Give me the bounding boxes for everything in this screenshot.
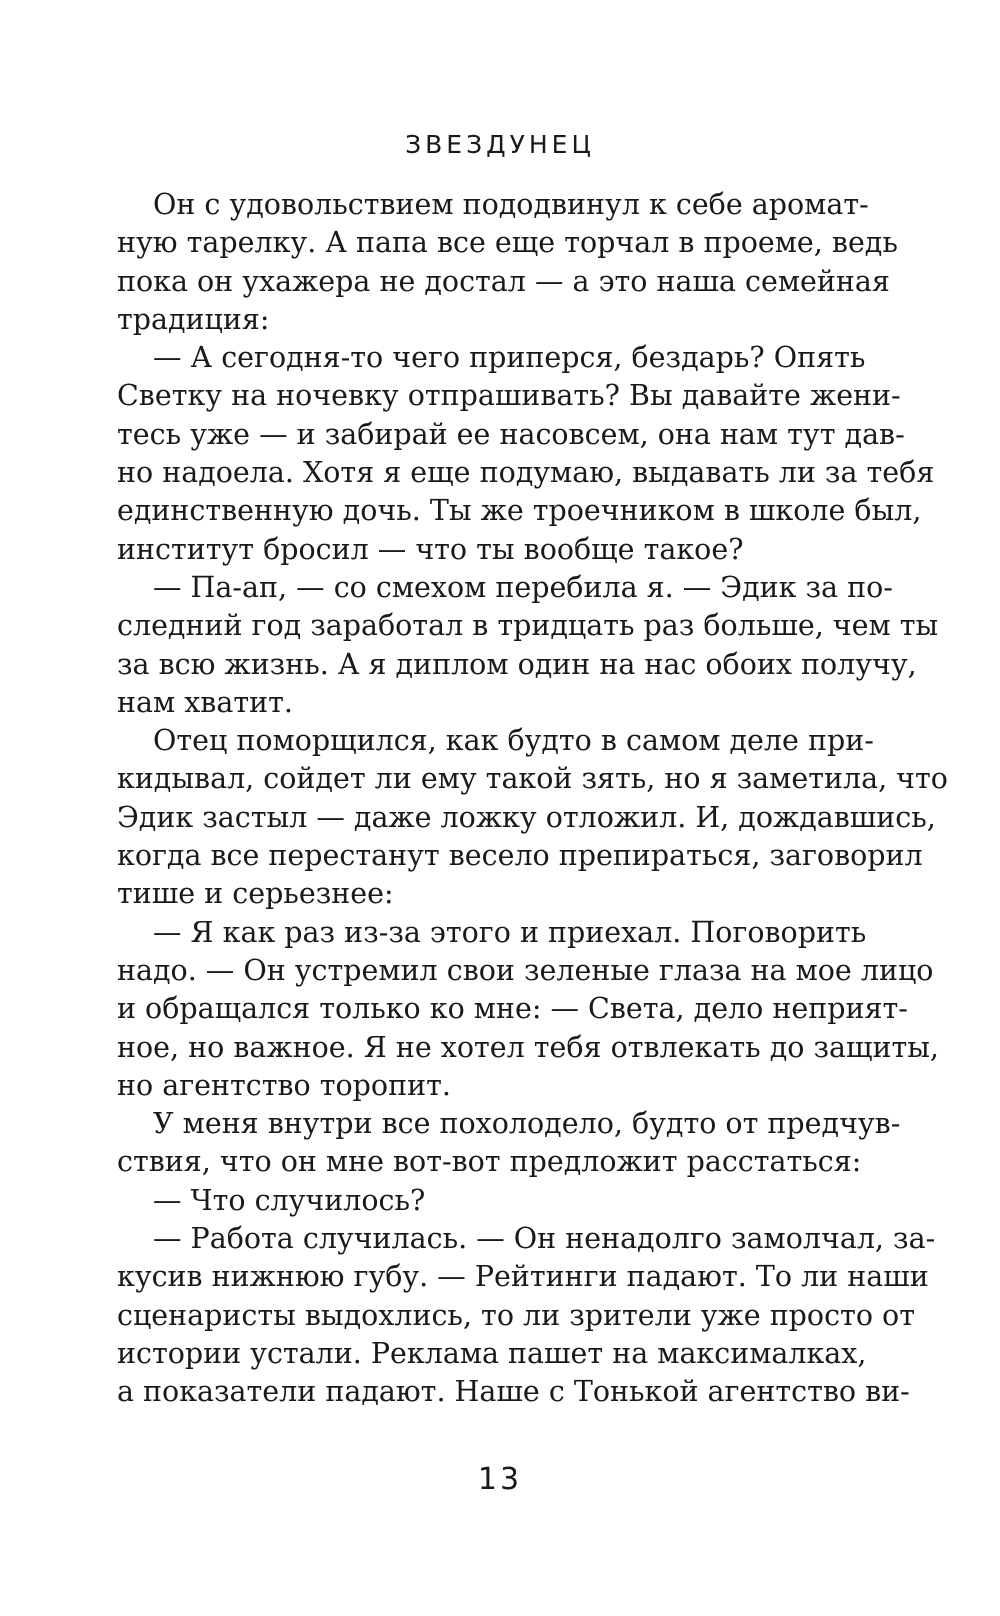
- text-line: — А сегодня-то чего приперся, бездарь? Опять: [153, 341, 866, 375]
- page-number: 13: [477, 1462, 523, 1497]
- text-line: за всю жизнь. А я диплом один на нас обоих получу,: [117, 647, 917, 681]
- text-line: Эдик застыл — даже ложку отложил. И, дождавшись,: [117, 800, 936, 834]
- text-line: ствия, что он мне вот-вот предложит расстаться:: [117, 1145, 862, 1179]
- text-line: тише и серьезнее:: [117, 877, 394, 911]
- text-line: — Работа случилась. — Он ненадолго замолчал, за-: [153, 1222, 936, 1256]
- text-line: кидывал, сойдет ли ему такой зять, но я заметила, что: [117, 762, 948, 796]
- text-line: но агентство торопит.: [117, 1068, 451, 1102]
- text-line: Светку на ночевку отпрашивать? Вы давайте жени-: [117, 379, 901, 413]
- text-line: следний год заработал в тридцать раз больше, чем ты: [117, 609, 939, 643]
- text-line: кусив нижнюю губу. — Рейтинги падают. То ли наши: [117, 1260, 929, 1294]
- text-line: — Что случилось?: [153, 1183, 426, 1217]
- text-line: Он с удовольствием пододвинул к себе аромат-: [153, 188, 869, 221]
- text-line: пока он ухажера не достал — а это наша семейная: [117, 264, 890, 298]
- text-line: традиция:: [117, 302, 270, 336]
- text-line: ную тарелку. А папа все еще торчал в проеме, ведь: [117, 226, 898, 260]
- text-line: а показатели падают. Наше с Тонькой агентство ви-: [117, 1375, 910, 1409]
- text-line: истории устали. Реклама пашет на максималках,: [117, 1336, 867, 1370]
- body-text: [117, 186, 948, 1412]
- text-line: ное, но важное. Я не хотел тебя отвлекать до защиты,: [117, 1030, 939, 1064]
- text-line: надо. — Он устремил свои зеленые глаза на мое лицо: [117, 953, 934, 987]
- text-line: и обращался только ко мне: — Света, дело неприят-: [117, 992, 908, 1026]
- text-line: когда все перестанут весело препираться, заговорил: [117, 839, 923, 873]
- text-line: единственную дочь. Ты же троечником в школе был,: [117, 494, 922, 528]
- text-line: Отец поморщился, как будто в самом деле при-: [153, 724, 874, 758]
- text-line: сценаристы выдохлись, то ли зрители уже просто от: [117, 1298, 915, 1332]
- text-line: У меня внутри все похолодело, будто от предчув-: [153, 1107, 901, 1141]
- text-line: — Па-ап, — со смехом перебила я. — Эдик за по-: [153, 570, 893, 604]
- text-line: тесь уже — и забирай ее насовсем, она нам тут дав-: [117, 417, 905, 451]
- text-line: институт бросил — что ты вообще такое?: [117, 532, 744, 566]
- running-head-title: ЗВЕЗДУНЕЦ: [405, 130, 595, 159]
- text-line: нам хватит.: [117, 685, 293, 719]
- text-line: но надоела. Хотя я еще подумаю, выдавать ли за тебя: [117, 456, 935, 490]
- text-line: — Я как раз из-за этого и приехал. Поговорить: [153, 915, 867, 949]
